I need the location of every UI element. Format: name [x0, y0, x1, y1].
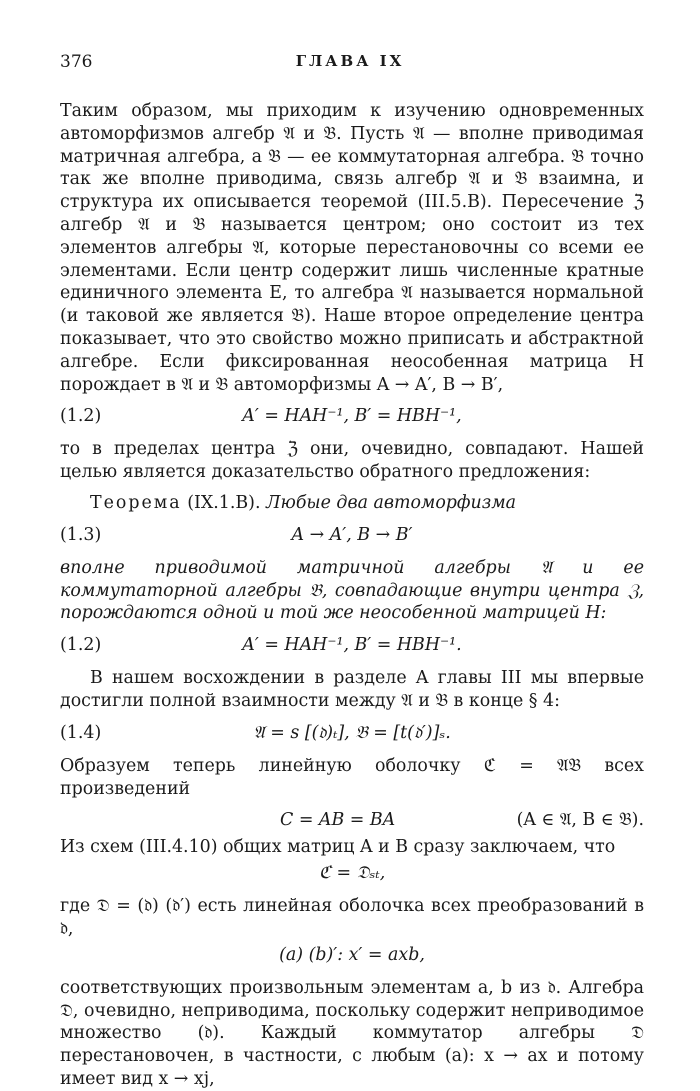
theorem-ref: (IX.1.B).	[187, 492, 261, 513]
page-content	[60, 100, 644, 1091]
equation-c-d	[60, 859, 644, 895]
equation-body: A′ = HAH⁻¹, B′ = HBH⁻¹.	[242, 635, 462, 656]
equation-condition: (A ∈ 𝔄, B ∈ 𝔅).	[516, 810, 644, 831]
page-number: 376	[60, 52, 93, 72]
equation-1-3	[60, 515, 644, 557]
equation-transform	[60, 941, 644, 977]
equation-number: (1.3)	[60, 524, 102, 545]
paragraph-final: соответствующих произвольным элементам a, b из 𝔡. Алгебра 𝔇, очевидно, неприводима, поскольку содержит неприводимое множество (𝔡). Каждый коммутатор алгебры 𝔇 перестановочен, в частности, с любым (a): x → ax и потому имеет вид x → xj,	[60, 977, 644, 1089]
equation-body: (a) (b)′: x′ = axb,	[279, 944, 425, 965]
equation-1-2-repeat	[60, 625, 644, 667]
equation-1-2	[60, 396, 644, 438]
equation-body: 𝔄 = s [(𝔡)ₜ], 𝔅 = [t(𝔡′)]ₛ.	[253, 722, 451, 743]
paragraph-linear-hull: Образуем теперь линейную оболочку ℭ = 𝔄𝔅 всех произведений	[60, 755, 644, 799]
paragraph-ascent: В нашем восхождении в разделе A главы III мы впервые достигли полной взаимности между 𝔄 и 𝔅 в конце § 4:	[60, 668, 644, 711]
paragraph-center: то в пределах центра ℨ они, очевидно, совпадают. Нашей целью является доказательство обратного предложения:	[60, 439, 644, 483]
theorem-continuation	[60, 557, 644, 625]
equation-number: (1.2)	[60, 635, 102, 656]
equation-1-4	[60, 713, 644, 755]
equation-body: C = AB = BA	[280, 810, 396, 831]
page-header	[60, 52, 640, 76]
paragraph-d-hull: где 𝔇 = (𝔡) (𝔡′) есть линейная оболочка всех преобразований в 𝔡,	[60, 896, 644, 939]
equation-number: (1.2)	[60, 406, 102, 427]
theorem-text: Любые два автоморфизма	[266, 492, 517, 513]
chapter-title: ГЛАВА IX	[295, 52, 405, 70]
equation-body: A′ = HAH⁻¹, B′ = HBH⁻¹,	[242, 406, 462, 427]
equation-body: ℭ = 𝔇ₛₜ,	[318, 863, 386, 884]
theorem-body: вполне приводимой матричной алгебры 𝔄 и ее коммутаторной алгебры 𝔅, совпадающие внутри центра ℨ, порождаются одной и той же неособенной матрицей H:	[60, 557, 644, 624]
theorem-statement	[60, 492, 644, 515]
equation-number: (1.4)	[60, 722, 102, 743]
paragraph-schemes: Из схем (III.4.10) общих матриц A и B сразу заключаем, что	[60, 837, 616, 858]
equation-products	[60, 800, 644, 836]
equation-body: A → A′, B → B′	[291, 524, 413, 545]
paragraph-intro: Таким образом, мы приходим к изучению одновременных автоморфизмов алгебр 𝔄 и 𝔅. Пусть 𝔄 — вполне приводимая матричная алгебра, а 𝔅 — ее коммутаторная алгебра. 𝔅 точно так же вполне приводима, связь алгебр 𝔄 и 𝔅 взаимна, и структура их описывается теоремой (III.5.B). Пересечение ℨ алгебр 𝔄 и 𝔅 называется центром; оно состоит из тех элементов алгебры 𝔄, которые перестановочны со всеми ее элементами. Если центр содержит лишь численные кратные единичного элемента E, то алгебра 𝔄 называется нормальной (и таковой же является 𝔅). Наше второе определение центра показывает, что это свойство можно приписать и абстрактной алгебре. Если фиксированная неособенная матрица H порождает в 𝔄 и 𝔅 автоморфизмы A → A′, B → B′,	[60, 101, 644, 395]
theorem-label: Теорема	[90, 492, 182, 513]
